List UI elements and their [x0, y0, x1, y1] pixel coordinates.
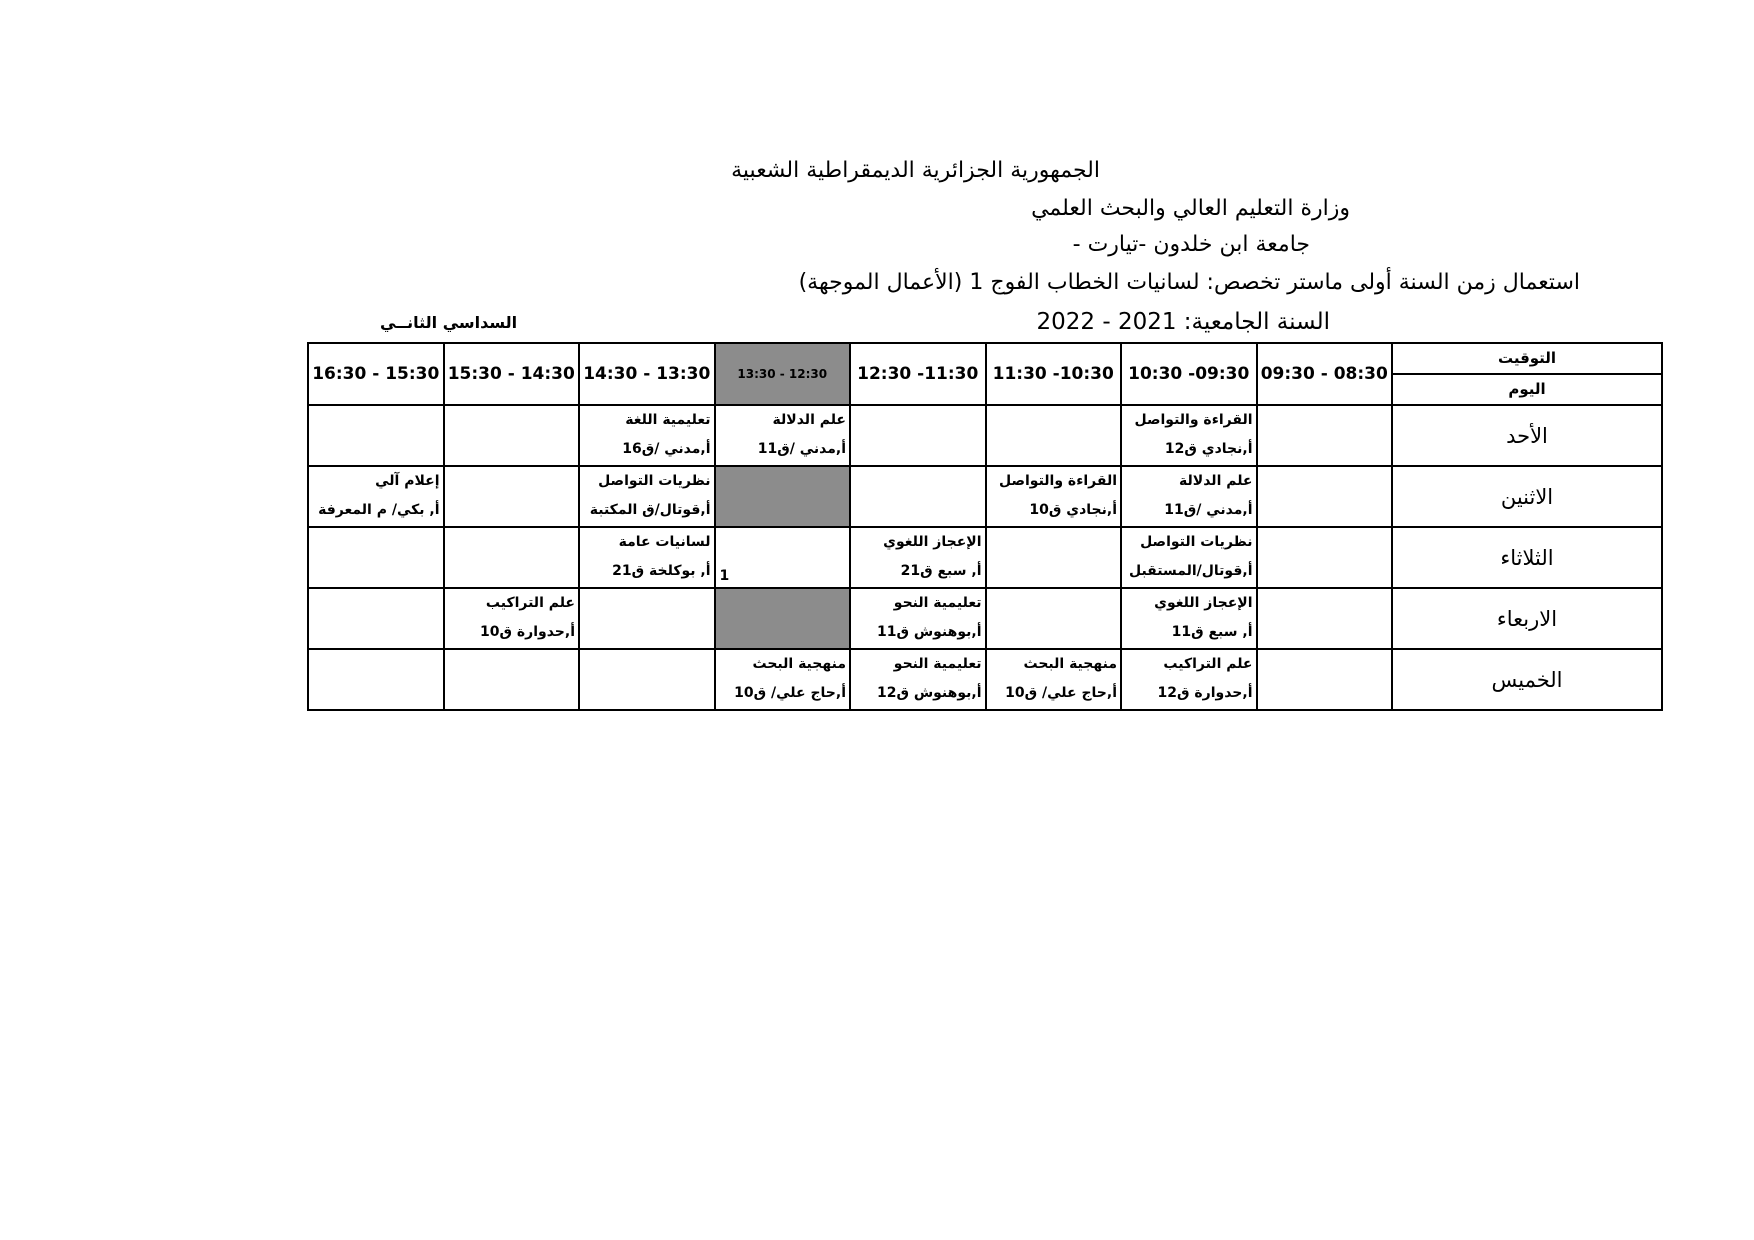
course-title — [309, 528, 443, 557]
course-title: منهجية البحث — [752, 656, 846, 672]
course-cell — [1257, 649, 1393, 710]
time-slot-header: 15:30 - 14:30 — [444, 343, 580, 405]
course-cell — [715, 405, 851, 466]
course-title — [1258, 467, 1392, 496]
course-teacher-room — [987, 435, 1121, 464]
cell-number: 1 — [719, 568, 730, 584]
course-cell — [850, 588, 986, 649]
course-title: إعلام آلي — [375, 473, 440, 489]
day-cell: الخميس — [1392, 649, 1662, 710]
table-row — [308, 649, 1662, 710]
course-title — [1258, 650, 1392, 679]
course-title: القراءة والتواصل — [998, 473, 1117, 489]
day-cell: الاربعاء — [1392, 588, 1662, 649]
course-cell — [579, 649, 715, 710]
course-cell — [444, 527, 580, 588]
course-teacher-room — [445, 557, 579, 586]
course-teacher-room: أ,حاج علي/ ق10 — [734, 685, 846, 701]
course-cell — [308, 649, 444, 710]
course-title: الإعجاز اللغوي — [1154, 595, 1253, 611]
course-teacher-room: أ,نجادي ق10 — [1029, 502, 1117, 518]
course-cell — [986, 527, 1122, 588]
course-cell — [1121, 527, 1257, 588]
course-title: لسانيات عامة — [618, 534, 711, 550]
timetable — [307, 342, 1663, 711]
day-cell: الأحد — [1392, 405, 1662, 466]
course-title — [580, 650, 714, 679]
course-teacher-room — [716, 618, 850, 647]
course-teacher-room — [580, 618, 714, 647]
course-teacher-room — [445, 679, 579, 708]
course-teacher-room: أ,قوتال/المستقبل — [1128, 563, 1253, 579]
course-teacher-room: أ, بوكلخة ق21 — [612, 563, 711, 579]
course-teacher-room: أ,قوتال/ق المكتبة — [589, 502, 711, 518]
course-teacher-room: أ,بوهنوش ق11 — [876, 624, 982, 640]
course-teacher-room: أ,حاج علي/ ق10 — [1005, 685, 1117, 701]
time-slot-header: 13:30 - 12:30 — [715, 343, 851, 405]
header-row — [308, 343, 1662, 405]
course-teacher-room — [1258, 496, 1392, 525]
course-cell — [986, 466, 1122, 527]
course-cell — [1257, 405, 1393, 466]
day-cell: الاثنين — [1392, 466, 1662, 527]
time-slot-header: 11:30 -10:30 — [986, 343, 1122, 405]
course-title — [309, 650, 443, 679]
course-title: علم التراكيب — [1163, 656, 1253, 672]
course-cell — [444, 466, 580, 527]
course-title: تعليمية النحو — [893, 656, 982, 672]
course-cell — [308, 527, 444, 588]
header-country: الجمهورية الجزائرية الديمقراطية الشعبية — [731, 158, 1100, 183]
course-cell — [1121, 466, 1257, 527]
course-title — [445, 467, 579, 496]
table-row — [308, 405, 1662, 466]
course-teacher-room — [580, 679, 714, 708]
course-teacher-room — [1258, 557, 1392, 586]
day-cell: الثلاثاء — [1392, 527, 1662, 588]
course-cell — [1121, 405, 1257, 466]
course-title — [851, 467, 985, 496]
corner-cell — [1392, 343, 1662, 405]
course-title — [445, 406, 579, 435]
course-teacher-room — [987, 557, 1121, 586]
course-teacher-room: أ,حدوارة ق10 — [480, 624, 575, 640]
course-teacher-room — [309, 679, 443, 708]
course-teacher-room: أ, سبع ق11 — [1171, 624, 1253, 640]
course-title — [580, 589, 714, 618]
table-row — [308, 527, 1662, 588]
course-cell — [850, 466, 986, 527]
course-cell — [986, 649, 1122, 710]
course-cell — [1257, 588, 1393, 649]
course-cell — [308, 588, 444, 649]
course-title — [1258, 589, 1392, 618]
course-cell — [444, 588, 580, 649]
course-teacher-room — [1258, 618, 1392, 647]
course-cell — [579, 588, 715, 649]
table-row — [308, 466, 1662, 527]
course-cell — [579, 405, 715, 466]
course-title: منهجية البحث — [1023, 656, 1117, 672]
course-cell — [308, 466, 444, 527]
header-academic-year: السنة الجامعية: 2021 - 2022 — [1036, 309, 1330, 335]
course-teacher-room — [445, 435, 579, 464]
course-teacher-room — [987, 618, 1121, 647]
course-title: علم الدلالة — [772, 412, 846, 428]
time-label: التوقيت — [1393, 344, 1661, 375]
course-cell — [986, 588, 1122, 649]
time-slot-header: 16:30 - 15:30 — [308, 343, 444, 405]
course-cell — [715, 588, 851, 649]
day-label: اليوم — [1508, 380, 1546, 398]
course-title — [445, 528, 579, 557]
course-cell — [444, 405, 580, 466]
header-university: جامعة ابن خلدون -تيارت - — [1072, 232, 1310, 257]
course-title: علم الدلالة — [1179, 473, 1253, 489]
course-teacher-room — [851, 435, 985, 464]
course-cell — [715, 466, 851, 527]
course-title — [445, 650, 579, 679]
course-cell — [1257, 466, 1393, 527]
course-cell — [715, 649, 851, 710]
course-teacher-room — [716, 496, 850, 525]
course-cell — [444, 649, 580, 710]
course-cell — [579, 466, 715, 527]
semester-label: السداسي الثانــي — [380, 313, 518, 332]
course-cell — [715, 527, 851, 588]
course-title: نظريات التواصل — [1140, 534, 1253, 550]
course-title — [851, 406, 985, 435]
course-title: تعليمية النحو — [893, 595, 982, 611]
time-slot-header: 14:30 - 13:30 — [579, 343, 715, 405]
time-slot-header: 12:30 -11:30 — [850, 343, 986, 405]
table-row — [308, 588, 1662, 649]
course-teacher-room — [309, 618, 443, 647]
course-cell — [579, 527, 715, 588]
course-title: علم التراكيب — [485, 595, 575, 611]
course-title — [309, 406, 443, 435]
course-title: تعليمية اللغة — [625, 412, 711, 428]
course-cell — [308, 405, 444, 466]
course-teacher-room: أ,نجادي ق12 — [1164, 441, 1253, 457]
course-title: نظريات التواصل — [598, 473, 711, 489]
course-title — [716, 589, 850, 618]
course-title — [716, 467, 850, 496]
course-cell — [850, 649, 986, 710]
course-cell — [1257, 527, 1393, 588]
course-title — [987, 589, 1121, 618]
course-teacher-room: أ, سبع ق21 — [900, 563, 982, 579]
course-teacher-room — [445, 496, 579, 525]
time-slot-header: 10:30 -09:30 — [1121, 343, 1257, 405]
course-cell — [850, 405, 986, 466]
course-title: القراءة والتواصل — [1134, 412, 1253, 428]
time-slot-header: 09:30 - 08:30 — [1257, 343, 1393, 405]
course-title: الإعجاز اللغوي — [883, 534, 982, 550]
course-title — [987, 528, 1121, 557]
course-title — [1258, 406, 1392, 435]
course-teacher-room — [309, 557, 443, 586]
course-teacher-room: أ,بوهنوش ق12 — [876, 685, 982, 701]
course-teacher-room: أ,مدني /ق11 — [757, 441, 846, 457]
header-ministry: وزارة التعليم العالي والبحث العلمي — [1031, 196, 1350, 221]
course-cell — [850, 527, 986, 588]
course-teacher-room: أ,مدني /ق11 — [1164, 502, 1253, 518]
course-teacher-room — [851, 496, 985, 525]
course-title — [1258, 528, 1392, 557]
course-teacher-room — [1258, 435, 1392, 464]
course-title — [309, 589, 443, 618]
course-title — [987, 406, 1121, 435]
course-cell — [986, 405, 1122, 466]
header-schedule-title: استعمال زمن السنة أولى ماستر تخصص: لسانيات الخطاب الفوج 1 (الأعمال الموجهة) — [798, 270, 1580, 295]
course-teacher-room: أ,حدوارة ق12 — [1157, 685, 1253, 701]
course-cell — [1121, 649, 1257, 710]
course-teacher-room — [309, 435, 443, 464]
course-teacher-room — [1258, 679, 1392, 708]
course-teacher-room: أ,مدني /ق16 — [622, 441, 711, 457]
course-teacher-room: أ, بكي/ م المعرفة — [318, 502, 440, 518]
course-cell — [1121, 588, 1257, 649]
